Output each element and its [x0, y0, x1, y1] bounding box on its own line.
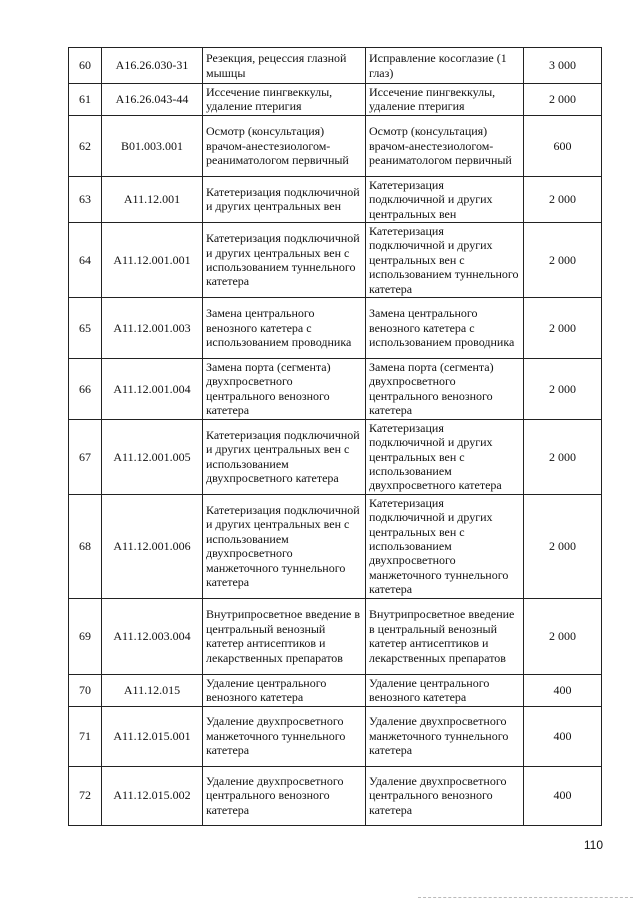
price-list-table: [68, 47, 602, 826]
service-price: 2 000: [524, 598, 602, 674]
service-description: Внутрипросветное введение в центральный венозный катетер антисептиков и лекарственных препаратов: [366, 598, 524, 674]
footer-divider: [418, 897, 633, 898]
service-code: A16.26.030-31: [102, 48, 203, 84]
service-price: 400: [524, 674, 602, 706]
row-number: 67: [69, 419, 102, 494]
table-row: [69, 223, 602, 298]
service-code: A11.12.001.005: [102, 419, 203, 494]
service-name: Иссечение пингвеккулы, удаление птеригия: [203, 84, 366, 116]
table-row: [69, 766, 602, 825]
table-row: [69, 494, 602, 598]
row-number: 69: [69, 598, 102, 674]
service-code: A11.12.015: [102, 674, 203, 706]
service-description: Исправление косоглазие (1 глаз): [366, 48, 524, 84]
row-number: 71: [69, 706, 102, 766]
service-description: Замена порта (сегмента) двухпросветного центрального венозного катетера: [366, 359, 524, 420]
table-row: [69, 419, 602, 494]
table-row: [69, 48, 602, 84]
service-price: 2 000: [524, 298, 602, 359]
row-number: 70: [69, 674, 102, 706]
service-name: Замена порта (сегмента) двухпросветного центрального венозного катетера: [203, 359, 366, 420]
row-number: 65: [69, 298, 102, 359]
service-name: Катетеризация подключичной и других центральных вен с использованием туннельного катетера: [203, 223, 366, 298]
service-price: 400: [524, 766, 602, 825]
service-description: Осмотр (консультация) врачом-анестезиологом-реаниматологом первичный: [366, 115, 524, 176]
service-name: Удаление центрального венозного катетера: [203, 674, 366, 706]
row-number: 68: [69, 494, 102, 598]
row-number: 61: [69, 84, 102, 116]
service-code: A11.12.001.004: [102, 359, 203, 420]
service-price: 3 000: [524, 48, 602, 84]
service-description: Иссечение пингвеккулы, удаление птеригия: [366, 84, 524, 116]
table-row: [69, 598, 602, 674]
row-number: 63: [69, 176, 102, 222]
service-name: Резекция, рецессия глазной мышцы: [203, 48, 366, 84]
service-name: Замена центрального венозного катетера с использованием проводника: [203, 298, 366, 359]
service-price: 2 000: [524, 359, 602, 420]
service-description: Катетеризация подключичной и других центральных вен с использованием двухпросветного катетера: [366, 419, 524, 494]
service-code: A11.12.001.001: [102, 223, 203, 298]
service-name: Осмотр (консультация) врачом-анестезиологом-реаниматологом первичный: [203, 115, 366, 176]
row-number: 64: [69, 223, 102, 298]
table-row: [69, 298, 602, 359]
page-number: 110: [583, 838, 603, 852]
row-number: 72: [69, 766, 102, 825]
service-code: A11.12.001.006: [102, 494, 203, 598]
service-description: Катетеризация подключичной и других центральных вен: [366, 176, 524, 222]
row-number: 60: [69, 48, 102, 84]
service-price: 2 000: [524, 419, 602, 494]
table-row: [69, 115, 602, 176]
table-row: [69, 176, 602, 222]
service-name: Катетеризация подключичной и других центральных вен с использованием двухпросветного манжеточного туннельного катетера: [203, 494, 366, 598]
service-code: A11.12.001.003: [102, 298, 203, 359]
table-row: [69, 359, 602, 420]
service-description: Удаление двухпросветного центрального венозного катетера: [366, 766, 524, 825]
service-price: 600: [524, 115, 602, 176]
service-code: A11.12.015.002: [102, 766, 203, 825]
service-description: Удаление двухпросветного манжеточного туннельного катетера: [366, 706, 524, 766]
table-row: [69, 84, 602, 116]
service-price: 2 000: [524, 494, 602, 598]
service-description: Катетеризация подключичной и других центральных вен с использованием двухпросветного манжеточного туннельного катетера: [366, 494, 524, 598]
service-code: A11.12.003.004: [102, 598, 203, 674]
service-name: Удаление двухпросветного манжеточного туннельного катетера: [203, 706, 366, 766]
table-row: [69, 674, 602, 706]
service-code: B01.003.001: [102, 115, 203, 176]
service-description: Удаление центрального венозного катетера: [366, 674, 524, 706]
service-code: A11.12.015.001: [102, 706, 203, 766]
service-price: 400: [524, 706, 602, 766]
service-price: 2 000: [524, 176, 602, 222]
service-code: A11.12.001: [102, 176, 203, 222]
service-name: Удаление двухпросветного центрального венозного катетера: [203, 766, 366, 825]
service-name: Катетеризация подключичной и других центральных вен: [203, 176, 366, 222]
service-name: Катетеризация подключичной и других центральных вен с использованием двухпросветного катетера: [203, 419, 366, 494]
service-price: 2 000: [524, 84, 602, 116]
row-number: 62: [69, 115, 102, 176]
service-name: Внутрипросветное введение в центральный венозный катетер антисептиков и лекарственных препаратов: [203, 598, 366, 674]
row-number: 66: [69, 359, 102, 420]
service-code: A16.26.043-44: [102, 84, 203, 116]
service-description: Замена центрального венозного катетера с использованием проводника: [366, 298, 524, 359]
table-row: [69, 706, 602, 766]
service-price: 2 000: [524, 223, 602, 298]
service-description: Катетеризация подключичной и других центральных вен с использованием туннельного катетера: [366, 223, 524, 298]
